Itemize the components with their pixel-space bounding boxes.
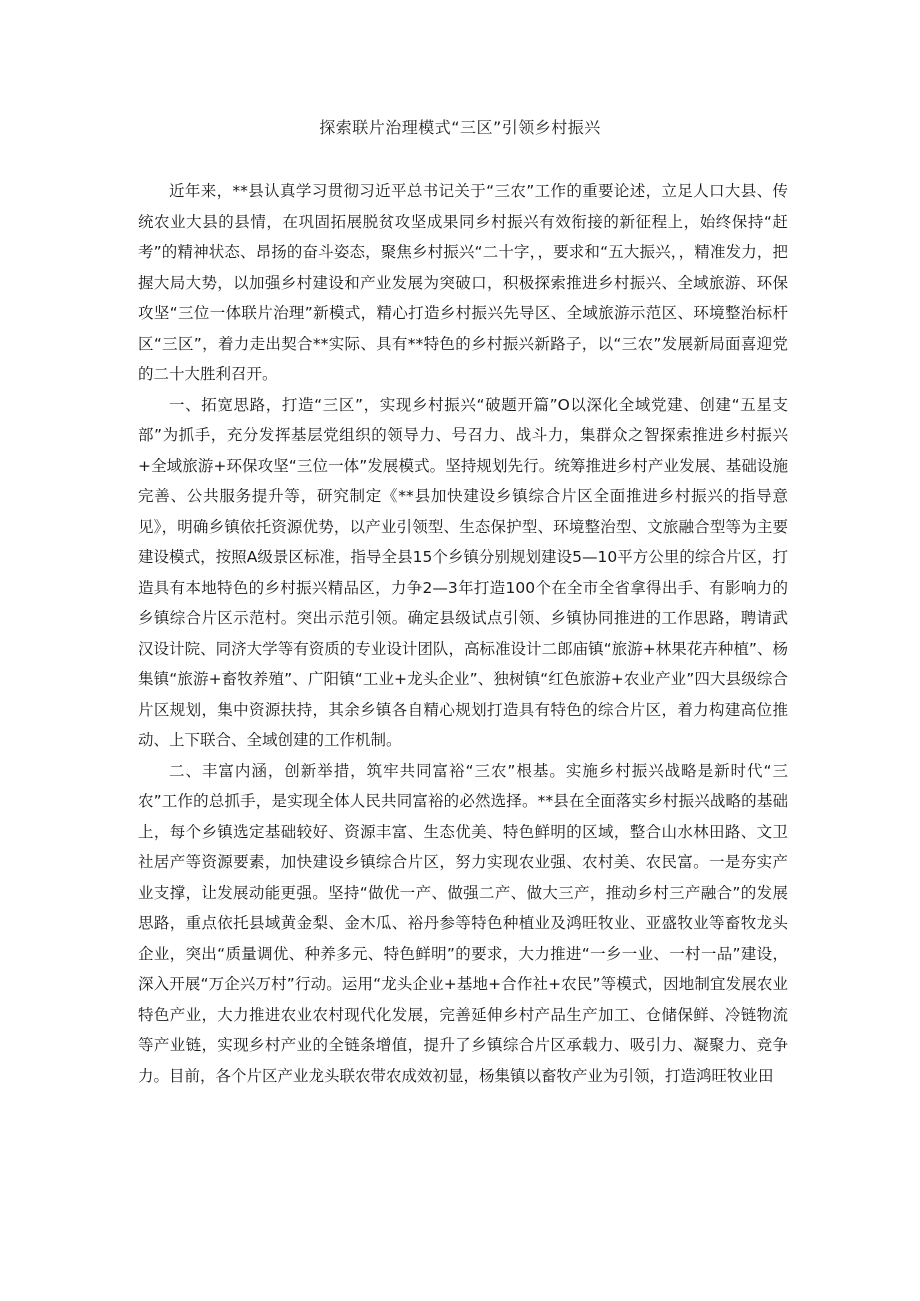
paragraph-section-two: 二、丰富内涵，创新举措，筑牢共同富裕“三农”根基。实施乡村振兴战略是新时代“三农”工作的总抓手，是实现全体人民共同富裕的必然选择。**县在全面落实乡村振兴战略的基础上，每个乡镇选定基础较好、资源丰富、生态优美、特色鲜明的区域，整合山水林田路、文卫社居产等资源要素，加快建设乡镇综合片区，努力实现农业强、农村美、农民富。一是夯实产业支撑，让发展动能更强。坚持“做优一产、做强二产、做大三产，推动乡村三产融合”的发展思路，重点依托县域黄金梨、金木瓜、裕丹参等特色种植业及鸿旺牧业、亚盛牧业等畜牧龙头企业，突出“质量调优、种养多元、特色鲜明”的要求，大力推进“一乡一业、一村一品”建设，深入开展“万企兴万村”行动。运用“龙头企业+基地+合作社+农民”等模式，因地制宜发展农业特色产业，大力推进农业农村现代化发展，完善延伸乡村产品生产加工、仓储保鲜、冷链物流等产业链，实现乡村产业的全链条增值，提升了乡镇综合片区承载力、吸引力、凝聚力、竞争力。目前，各个片区产业龙头联农带农成效初显，杨集镇以畜牧产业为引领，打造鸿旺牧业田 (138, 761, 788, 1085)
paragraph-section-one: 一、拓宽思路，打造“三区”，实现乡村振兴“破题开篇”O以深化全域党建、创建“五星支部”为抓手，充分发挥基层党组织的领导力、号召力、战斗力，集群众之智探索推进乡村振兴+全域旅游+环保攻坚“三位一体”发展模式。坚持规划先行。统筹推进乡村产业发展、基础设施完善、公共服务提升等，研究制定《**县加快建设乡镇综合片区全面推进乡村振兴的指导意见》，明确乡镇依托资源优势，以产业引领型、生态保护型、环境整治型、文旅融合型等为主要建设模式，按照A级景区标准，指导全县15个乡镇分别规划建设5—10平方公里的综合片区，打造具有本地特色的乡村振兴精品区，力争2—3年打造100个在全市全省拿得出手、有影响力的乡镇综合片区示范村。突出示范引领。确定县级试点引领、乡镇协同推进的工作思路，聘请武汉设计院、同济大学等有资质的专业设计团队，高标准设计二郎庙镇“旅游+林果花卉种植”、杨集镇“旅游+畜牧养殖”、广阳镇“工业+龙头企业”、独树镇“红色旅游+农业产业”四大县级综合片区规划，集中资源扶持，其余乡镇各自精心规划打造具有特色的综合片区，着力构建高位推动、上下联合、全域创建的工作机制。 (138, 395, 788, 749)
document-title: 探索联片治理模式“三区”引领乡村振兴 (319, 118, 601, 137)
document-body (138, 176, 788, 1091)
paragraph-intro: 近年来，**县认真学习贯彻习近平总书记关于“三农”工作的重要论述，立足人口大县、传统农业大县的县情，在巩固拓展脱贫攻坚成果同乡村振兴有效衔接的新征程上，始终保持“赶考”的精神状态、昂扬的奋斗姿态，聚焦乡村振兴“二十字，，要求和“五大振兴，，精准发力，把握大局大势，以加强乡村建设和产业发展为突破口，积极探索推进乡村振兴、全域旅游、环保攻坚“三位一体联片治理”新模式，精心打造乡村振兴先导区、全域旅游示范区、环境整治标杆区“三区”，着力走出契合**实际、具有**特色的乡村振兴新路子，以“三农”发展新局面喜迎党的二十大胜利召开。 (138, 182, 788, 383)
